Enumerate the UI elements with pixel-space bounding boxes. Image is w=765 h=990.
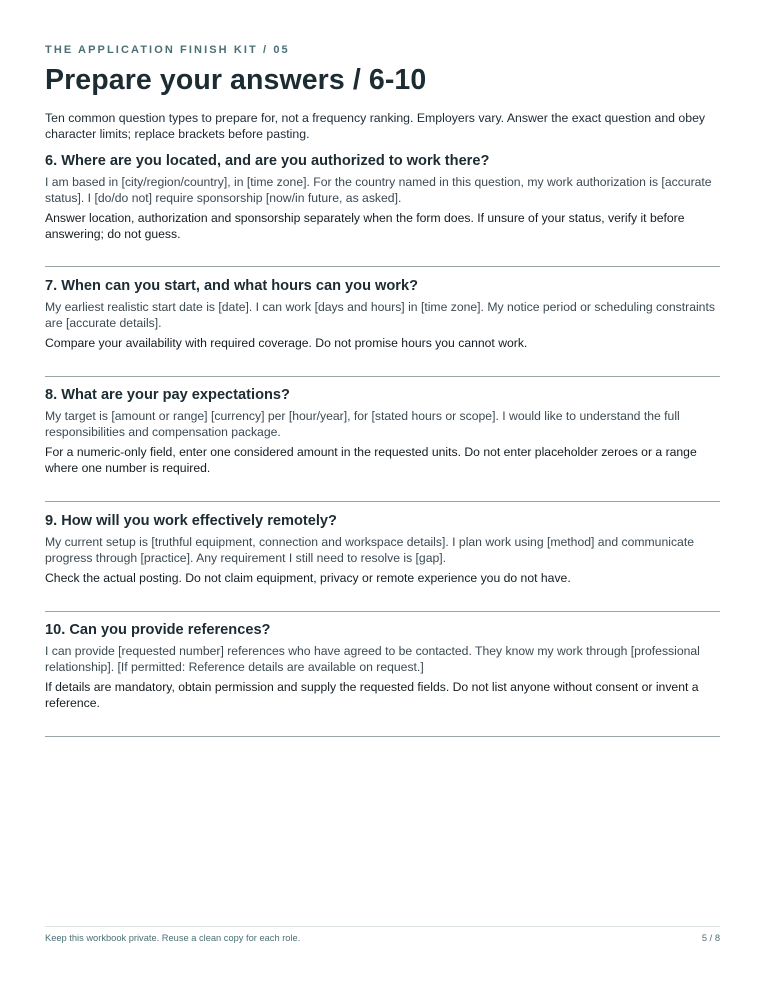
workbook-page <box>45 0 720 990</box>
answer-guidance: If details are mandatory, obtain permission and supply the requested fields. Do not list anyone without consent or invent a reference. <box>45 680 699 710</box>
question-heading: 8. What are your pay expectations? <box>45 387 290 403</box>
question-heading: 6. Where are you located, and are you authorized to work there? <box>45 153 490 169</box>
footer-divider <box>45 926 720 927</box>
answer-template: My current setup is [truthful equipment, connection and workspace details]. I plan work using [method] and communicate progress through [practice]. Any requirement I still need to resolve is [gap]. <box>45 535 694 565</box>
answer-template: I can provide [requested number] references who have agreed to be contacted. They know my work through [professional relationship]. [If permitted: Reference details are available on request.] <box>45 644 700 674</box>
intro-paragraph: Ten common question types to prepare for, not a frequency ranking. Employers vary. Answer the exact question and obey character limits; replace brackets before pasting. <box>45 111 706 141</box>
section-divider <box>45 736 720 737</box>
section-kicker: THE APPLICATION FINISH KIT / 05 <box>45 44 290 56</box>
page-title: Prepare your answers / 6-10 <box>45 64 427 96</box>
answer-guidance: For a numeric-only field, enter one considered amount in the requested units. Do not enter placeholder zeroes or a range where one number is required. <box>45 445 697 475</box>
answer-guidance: Answer location, authorization and sponsorship separately when the form does. If unsure of your status, verify it before answering; do not guess. <box>45 211 685 241</box>
section-divider <box>45 376 720 377</box>
section-divider <box>45 611 720 612</box>
section-divider <box>45 266 720 267</box>
answer-guidance: Check the actual posting. Do not claim equipment, privacy or remote experience you do not have. <box>45 571 571 585</box>
footer-note: Keep this workbook private. Reuse a clean copy for each role. <box>45 933 301 943</box>
question-block-7 <box>45 277 720 352</box>
question-block-10 <box>45 621 720 711</box>
question-heading: 10. Can you provide references? <box>45 622 271 638</box>
answer-template: I am based in [city/region/country], in [time zone]. For the country named in this question, my work authorization is [accurate status]. I [do/do not] require sponsorship [now/in future, as asked]. <box>45 175 712 205</box>
question-heading: 7. When can you start, and what hours can you work? <box>45 278 419 294</box>
answer-guidance: Compare your availability with required coverage. Do not promise hours you cannot work. <box>45 336 528 350</box>
question-block-9 <box>45 512 720 587</box>
answer-template: My earliest realistic start date is [date]. I can work [days and hours] in [time zone]. My notice period or scheduling constraints are [accurate details]. <box>45 300 715 330</box>
question-block-6 <box>45 152 720 242</box>
question-heading: 9. How will you work effectively remotely? <box>45 513 337 529</box>
question-block-8 <box>45 386 720 476</box>
answer-template: My target is [amount or range] [currency] per [hour/year], for [stated hours or scope]. I would like to understand the full responsibilities and compensation package. <box>45 409 680 439</box>
page-number: 5 / 8 <box>701 933 720 943</box>
section-divider <box>45 501 720 502</box>
